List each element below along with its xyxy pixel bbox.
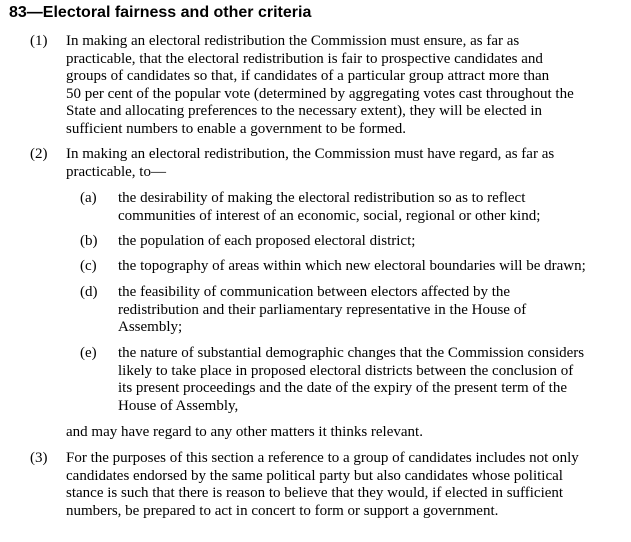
text-line: practicable, that the electoral redistribution is fair to prospective candidates and [66,50,543,67]
text-line: In making an electoral redistribution, the Commission must have regard, as far as [66,146,555,162]
text-line: the feasibility of communication between electors affected by the [118,284,511,300]
text-line: stance is such that there is reason to believe that they would, if elected in sufficient [66,485,564,502]
subsection-number: (1) [30,33,48,49]
paragraph-text [118,190,628,225]
text-line: 50 per cent of the popular vote (determined by aggregating votes cast throughout the [66,85,574,102]
subsection-text [66,146,626,181]
text-line: numbers, be prepared to act in concert to form or support a government. [66,502,499,519]
paragraph-letter: (e) [80,345,97,361]
text-line: the desirability of making the electoral redistribution so as to reflect [118,190,526,206]
subsection-number: (2) [30,146,48,162]
text-line: practicable, to— [66,163,166,180]
subsection-text [66,450,626,520]
text-line: the population of each proposed electoral district; [118,233,416,249]
text-line: Assembly; [118,319,183,336]
text-line: In making an electoral redistribution the Commission must ensure, as far as [66,33,520,49]
text-line: House of Assembly, [118,397,239,414]
text-line: the nature of substantial demographic changes that the Commission considers [118,345,585,361]
text-line: redistribution and their parliamentary representative in the House of [118,301,527,318]
paragraph-letter: (d) [80,284,98,300]
subsection-text [66,33,626,139]
subsection-2-trailer: and may have regard to any other matters it thinks relevant. [66,424,423,440]
section-heading: 83—Electoral fairness and other criteria [9,4,312,21]
text-line: its present proceedings and the date of the expiry of the present term of the [118,380,568,397]
text-line: For the purposes of this section a reference to a group of candidates includes not only [66,450,579,466]
paragraph-text [118,258,628,276]
paragraph-text [118,284,628,337]
text-line: likely to take place in proposed electoral districts between the conclusion of [118,362,574,379]
text-line: candidates endorsed by the same political party but also candidates whose political [66,467,563,484]
text-line: the topography of areas within which new electoral boundaries will be drawn; [118,258,586,274]
paragraph-text [118,233,628,251]
paragraph-letter: (c) [80,258,97,274]
text-line: State and allocating preferences to the necessary extent), they will be elected in [66,103,543,120]
subsection-number: (3) [30,450,48,466]
text-line: groups of candidates so that, if candidates of a particular group attract more than [66,68,550,85]
text-line: communities of interest of an economic, social, regional or other kind; [118,207,541,224]
text-line: sufficient numbers to enable a government to be formed. [66,120,407,137]
paragraph-text [118,345,628,415]
paragraph-letter: (a) [80,190,97,206]
paragraph-letter: (b) [80,233,98,249]
